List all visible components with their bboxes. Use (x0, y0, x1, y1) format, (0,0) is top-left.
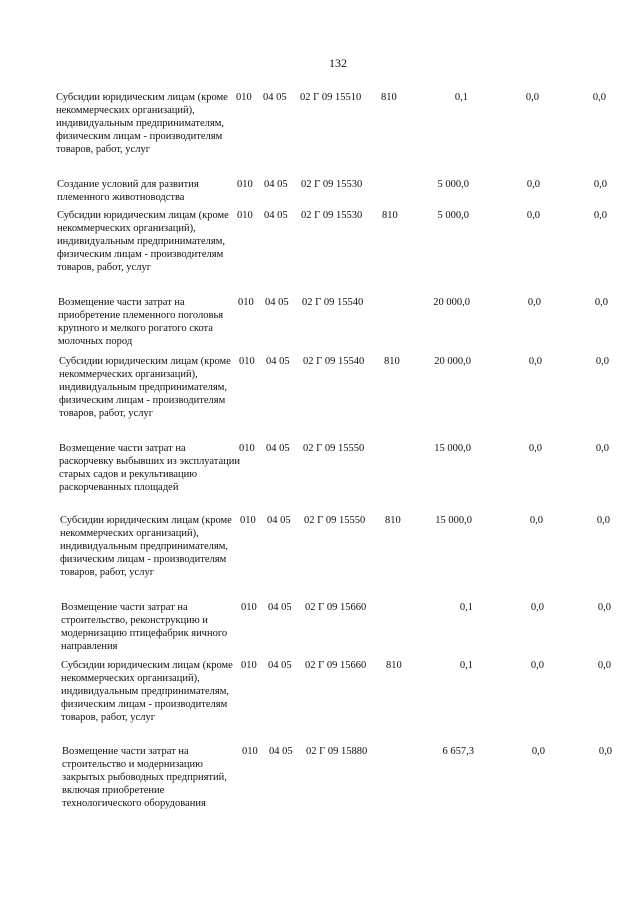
target-code: 02 Г 09 15530 (301, 179, 363, 190)
row-name: Создание условий для развития племенного животноводства (57, 179, 199, 204)
amount-2016: 6 657,3 (442, 746, 474, 757)
expense-type-code: 810 (384, 356, 400, 367)
ministry-code: 010 (236, 92, 252, 103)
row-name: Возмещение части затрат на раскорчевку выбывших из эксплуатации старых садов и рекультивацию раскорчеванных площадей (59, 443, 241, 494)
amount-2018: 0,0 (594, 297, 608, 308)
section-code: 04 05 (269, 746, 293, 757)
amount-2018: 0,0 (596, 515, 610, 526)
amount-2016: 15 000,0 (434, 443, 471, 454)
target-code: 02 Г 09 15550 (304, 515, 366, 526)
section-code: 04 05 (263, 92, 287, 103)
amount-2016: 5 000,0 (437, 210, 469, 221)
ministry-code: 010 (240, 515, 256, 526)
target-code: 02 Г 09 15550 (303, 443, 365, 454)
amount-2016: 0,1 (454, 92, 468, 103)
expense-type-code: 810 (381, 92, 397, 103)
amount-2018: 0,0 (595, 443, 609, 454)
page-number: 132 (329, 56, 347, 70)
section-code: 04 05 (266, 443, 290, 454)
section-code: 04 05 (267, 515, 291, 526)
amount-2017: 0,0 (531, 746, 545, 757)
amount-2017: 0,0 (528, 356, 542, 367)
amount-2017: 0,0 (526, 179, 540, 190)
amount-2017: 0,0 (526, 210, 540, 221)
section-code: 04 05 (266, 356, 290, 367)
row-name: Возмещение части затрат на строительство и модернизацию закрытых рыбоводных предприятий, включая приобретение технологического оборудования (62, 746, 227, 810)
row-name: Возмещение части затрат на приобретение племенного поголовья крупного и мелкого рогатого скота молочных пород (58, 297, 224, 348)
target-code: 02 Г 09 15510 (300, 92, 362, 103)
target-code: 02 Г 09 15660 (305, 602, 367, 613)
row-name: Субсидии юридическим лицам (кроме некоммерческих организаций), индивидуальным предпринимателям, физическим лицам - производителям товаров, работ, услуг (61, 660, 233, 724)
section-code: 04 05 (268, 660, 292, 671)
target-code: 02 Г 09 15880 (306, 746, 368, 757)
amount-2016: 20 000,0 (433, 297, 470, 308)
ministry-code: 010 (238, 297, 254, 308)
amount-2016: 0,1 (459, 602, 473, 613)
amount-2018: 0,0 (597, 660, 611, 671)
expense-type-code: 810 (382, 210, 398, 221)
target-code: 02 Г 09 15530 (301, 210, 363, 221)
amount-2016: 0,1 (459, 660, 473, 671)
amount-2018: 0,0 (592, 92, 606, 103)
amount-2018: 0,0 (595, 356, 609, 367)
row-name: Субсидии юридическим лицам (кроме некоммерческих организаций), индивидуальным предпринимателям, физическим лицам - производителям товаров, работ, услуг (60, 515, 232, 579)
amount-2018: 0,0 (597, 602, 611, 613)
ministry-code: 010 (239, 443, 255, 454)
amount-2016: 15 000,0 (435, 515, 472, 526)
ministry-code: 010 (237, 179, 253, 190)
amount-2016: 20 000,0 (434, 356, 471, 367)
ministry-code: 010 (237, 210, 253, 221)
ministry-code: 010 (241, 602, 257, 613)
target-code: 02 Г 09 15540 (302, 297, 364, 308)
row-name: Субсидии юридическим лицам (кроме некоммерческих организаций), индивидуальным предпринимателям, физическим лицам - производителям товаров, работ, услуг (59, 356, 231, 420)
section-code: 04 05 (264, 210, 288, 221)
amount-2017: 0,0 (525, 92, 539, 103)
ministry-code: 010 (241, 660, 257, 671)
amount-2016: 5 000,0 (437, 179, 469, 190)
amount-2018: 0,0 (598, 746, 612, 757)
row-name: Субсидии юридическим лицам (кроме некоммерческих организаций), индивидуальным предпринимателям, физическим лицам - производителям товаров, работ, услуг (56, 92, 228, 156)
amount-2017: 0,0 (528, 443, 542, 454)
amount-2017: 0,0 (530, 660, 544, 671)
amount-2018: 0,0 (593, 179, 607, 190)
target-code: 02 Г 09 15660 (305, 660, 367, 671)
ministry-code: 010 (242, 746, 258, 757)
ministry-code: 010 (239, 356, 255, 367)
expense-type-code: 810 (386, 660, 402, 671)
section-code: 04 05 (264, 179, 288, 190)
section-code: 04 05 (265, 297, 289, 308)
amount-2017: 0,0 (530, 602, 544, 613)
amount-2018: 0,0 (593, 210, 607, 221)
expense-type-code: 810 (385, 515, 401, 526)
amount-2017: 0,0 (527, 297, 541, 308)
target-code: 02 Г 09 15540 (303, 356, 365, 367)
row-name: Субсидии юридическим лицам (кроме некоммерческих организаций), индивидуальным предпринимателям, физическим лицам - производителям товаров, работ, услуг (57, 210, 229, 274)
section-code: 04 05 (268, 602, 292, 613)
row-name: Возмещение части затрат на строительство, реконструкцию и модернизацию птицефабрик яичного направления (61, 602, 228, 653)
amount-2017: 0,0 (529, 515, 543, 526)
